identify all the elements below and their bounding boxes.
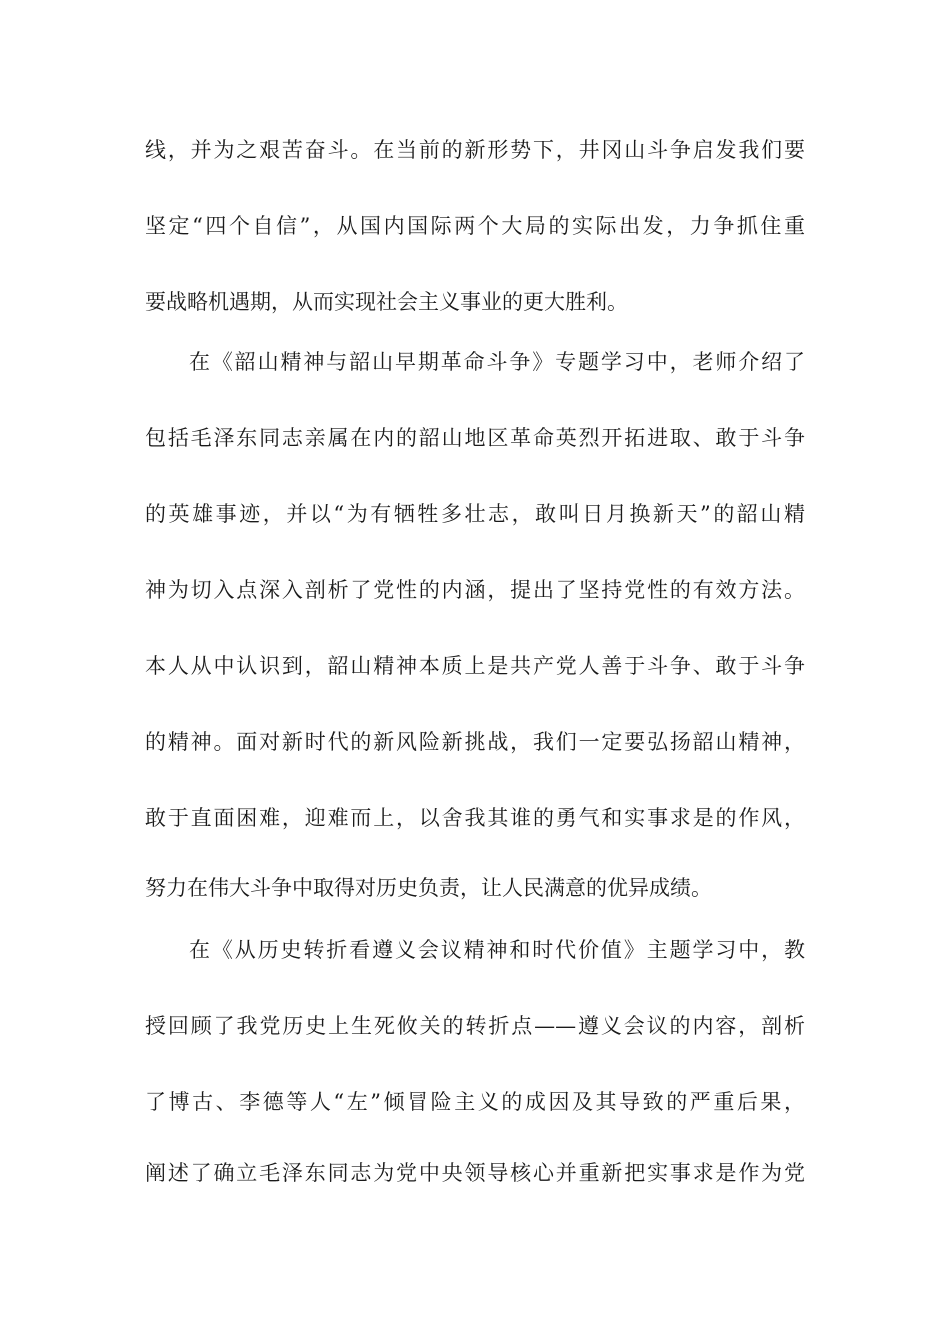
text-line: 神为切入点深入剖析了党性的内涵，提出了坚持党性的有效方法。 (145, 578, 805, 602)
paragraph-first-line: 在《从历史转折看遵义会议精神和时代价值》主题学习中，教 (189, 938, 805, 962)
text-line: 授回顾了我党历史上生死攸关的转折点——遵义会议的内容，剖析 (145, 1014, 805, 1038)
text-line: 敢于直面困难，迎难而上，以舍我其谁的勇气和实事求是的作风， (145, 806, 805, 830)
text-line: 的英雄事迹，并以“为有牺牲多壮志，敢叫日月换新天”的韶山精 (145, 502, 805, 526)
text-line: 阐述了确立毛泽东同志为党中央领导核心并重新把实事求是作为党 (145, 1161, 805, 1185)
text-line: 线，并为之艰苦奋斗。在当前的新形势下，井冈山斗争启发我们要 (145, 138, 805, 162)
text-line: 的精神。面对新时代的新风险新挑战，我们一定要弘扬韶山精神， (145, 730, 805, 754)
text-line: 努力在伟大斗争中取得对历史负责，让人民满意的优异成绩。 (145, 876, 712, 900)
text-line: 要战略机遇期，从而实现社会主义事业的更大胜利。 (145, 290, 628, 314)
text-line: 本人从中认识到，韶山精神本质上是共产党人善于斗争、敢于斗争 (145, 654, 805, 678)
paragraph-first-line: 在《韶山精神与韶山早期革命斗争》专题学习中，老师介绍了 (189, 350, 805, 374)
text-line: 包括毛泽东同志亲属在内的韶山地区革命英烈开拓进取、敢于斗争 (145, 426, 805, 450)
text-line: 坚定“四个自信”，从国内国际两个大局的实际出发，力争抓住重 (145, 214, 805, 238)
text-line: 了博古、李德等人“左”倾冒险主义的成因及其导致的严重后果， (145, 1090, 805, 1114)
